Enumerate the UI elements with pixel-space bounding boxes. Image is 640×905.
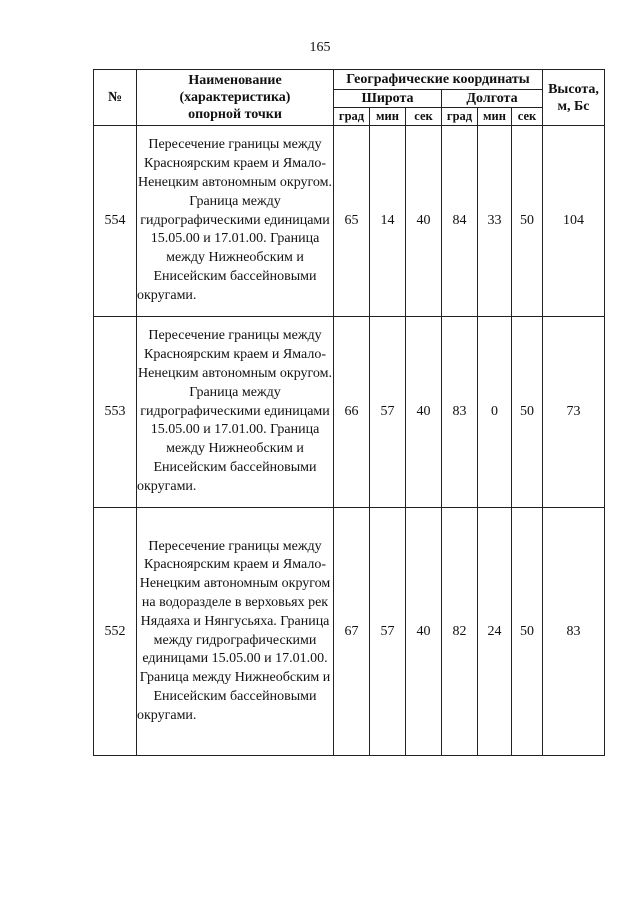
header-lat-min: мин	[370, 108, 406, 126]
lon-sec: 50	[512, 317, 543, 508]
point-number: 552	[94, 508, 137, 756]
header-lat-sec: сек	[406, 108, 442, 126]
header-lon-sec: сек	[512, 108, 543, 126]
header-height-line-2: м, Бс	[557, 98, 590, 114]
header-lat-deg: град	[334, 108, 370, 126]
height-value: 104	[543, 126, 605, 317]
table-row	[94, 508, 605, 756]
header-name	[137, 70, 334, 126]
point-description: Пересечение границы между Красноярским краем и Ямало-Ненецким автономным округом. Граница между гидрографическими единицами 15.05.00 и 17.01.00. Граница между Нижнеобским и Енисейским бассейновыми округами.	[137, 317, 334, 508]
lat-deg: 67	[334, 508, 370, 756]
lat-min: 57	[370, 317, 406, 508]
point-number: 553	[94, 317, 137, 508]
lon-min: 33	[478, 126, 512, 317]
lat-min: 14	[370, 126, 406, 317]
header-geo-coordinates: Географические координаты	[334, 70, 543, 90]
lat-min: 57	[370, 508, 406, 756]
table-row	[94, 126, 605, 317]
point-number: 554	[94, 126, 137, 317]
lat-sec: 40	[406, 508, 442, 756]
header-name-line-1: Наименование	[188, 73, 282, 88]
header-lon-min: мин	[478, 108, 512, 126]
lon-sec: 50	[512, 126, 543, 317]
lon-deg: 83	[442, 317, 478, 508]
lat-sec: 40	[406, 126, 442, 317]
lon-sec: 50	[512, 508, 543, 756]
header-height-line-1: Высота,	[548, 81, 599, 97]
header-name-line-3: опорной точки	[188, 107, 282, 122]
header-number: №	[94, 70, 137, 126]
lat-deg: 65	[334, 126, 370, 317]
lat-deg: 66	[334, 317, 370, 508]
header-lon-deg: град	[442, 108, 478, 126]
point-description: Пересечение границы между Красноярским краем и Ямало-Ненецким автономным округом. Граница между гидрографическими единицами 15.05.00 и 17.01.00. Граница между Нижнеобским и Енисейским бассейновыми округами.	[137, 126, 334, 317]
height-value: 73	[543, 317, 605, 508]
lon-deg: 82	[442, 508, 478, 756]
lon-min: 0	[478, 317, 512, 508]
table-row	[94, 317, 605, 508]
header-height	[543, 70, 605, 126]
lon-deg: 84	[442, 126, 478, 317]
header-longitude: Долгота	[442, 90, 543, 108]
page-number: 165	[309, 40, 331, 55]
lat-sec: 40	[406, 317, 442, 508]
coordinates-table	[93, 69, 605, 756]
point-description: Пересечение границы между Красноярским краем и Ямало-Ненецким автономным округом на водоразделе в верховьях рек Нядаяха и Нянгусьяха. Граница между гидрографическими единицами 15.05.00 и 17.01.00. Граница между Нижнеобским и Енисейским бассейновыми округами.	[137, 508, 334, 756]
header-name-line-2: (характеристика)	[179, 90, 291, 105]
header-latitude: Широта	[334, 90, 442, 108]
height-value: 83	[543, 508, 605, 756]
lon-min: 24	[478, 508, 512, 756]
